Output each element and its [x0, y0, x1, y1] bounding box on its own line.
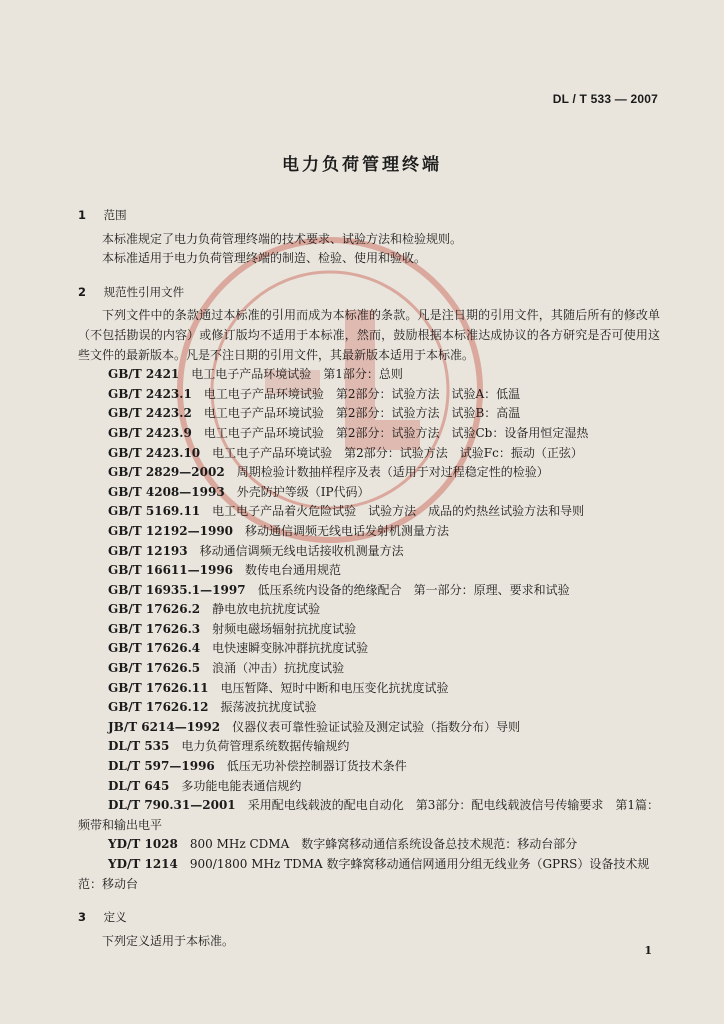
reference-code: GB/T 17626.3 — [108, 621, 201, 636]
reference-code: GB/T 17626.2 — [108, 602, 201, 617]
reference-code: GB/T 2421 — [108, 367, 180, 382]
reference-title: 多功能电能表通信规约 — [181, 778, 302, 793]
reference-title: 800 MHz CDMA 数字蜂窝移动通信系统设备总技术规范：移动台部分 — [189, 837, 578, 852]
section-number: 1 — [78, 208, 87, 222]
reference-title: 外壳防护等级（IP代码） — [236, 484, 370, 499]
reference-code: GB/T 2423.10 — [108, 445, 201, 460]
reference-code: GB/T 17626.4 — [108, 641, 201, 656]
reference-item — [78, 737, 660, 757]
reference-item — [78, 424, 660, 444]
reference-item — [78, 855, 660, 894]
reference-item — [78, 483, 660, 503]
reference-item — [78, 522, 660, 542]
reference-code: GB/T 2423.1 — [108, 386, 192, 401]
reference-code: YD/T 1214 — [108, 857, 178, 871]
reference-item — [78, 757, 660, 777]
reference-code: GB/T 4208—1993 — [108, 484, 225, 499]
reference-code: DL/T 790.31—2001 — [108, 798, 236, 813]
reference-code: GB/T 2829—2002 — [108, 465, 225, 480]
reference-title: 周期检验计数抽样程序及表（适用于对过程稳定性的检验） — [236, 465, 549, 480]
section-title: 范围 — [103, 208, 127, 222]
section-number: 3 — [78, 910, 87, 925]
reference-code: GB/T 16935.1—1997 — [108, 582, 246, 597]
section-number: 2 — [78, 284, 87, 299]
reference-code: GB/T 5169.11 — [108, 504, 201, 519]
scope-paragraph: 本标准适用于电力负荷管理终端的制造、检验、使用和验收。 — [102, 251, 427, 266]
reference-code: GB/T 12192—1990 — [108, 523, 234, 538]
reference-item — [78, 542, 660, 562]
reference-code: GB/T 12193 — [108, 543, 188, 558]
reference-item — [78, 385, 660, 405]
reference-code: GB/T 17626.11 — [108, 680, 209, 695]
reference-code: YD/T 1028 — [108, 837, 178, 852]
reference-code: GB/T 17626.12 — [108, 700, 209, 715]
reference-item — [78, 718, 660, 738]
reference-title: 数传电台通用规范 — [245, 563, 342, 578]
reference-item — [78, 600, 660, 620]
reference-item — [78, 502, 660, 522]
document-body — [78, 198, 660, 951]
reference-title: 移动通信调频无线电话发射机测量方法 — [245, 523, 450, 538]
reference-title: 电工电子产品着火危险试验 试验方法 成品的灼热丝试验方法和导则 — [212, 504, 585, 519]
section-heading-normative — [78, 283, 660, 303]
reference-title: 静电放电抗扰度试验 — [212, 602, 321, 617]
reference-item — [78, 698, 660, 718]
reference-code: GB/T 2423.2 — [108, 406, 192, 421]
reference-item — [78, 365, 660, 385]
reference-title: 电快速瞬变脉冲群抗扰度试验 — [212, 641, 369, 656]
reference-title: 射频电磁场辐射抗扰度试验 — [212, 621, 357, 636]
reference-title: 低压系统内设备的绝缘配合 第一部分：原理、要求和试验 — [257, 582, 570, 597]
scope-paragraph: 本标准规定了电力负荷管理终端的技术要求、试验方法和检验规则。 — [102, 231, 463, 246]
reference-code: GB/T 2423.9 — [108, 425, 192, 440]
reference-title: 采用配电线载波的配电自动化 第3部分：配电线载波信号传输要求 第1篇：频带和输出电平 — [78, 798, 659, 832]
reference-title: 900/1800 MHz TDMA 数字蜂窝移动通信网通用分组无线业务（GPRS）设备技术规范：移动台 — [78, 857, 650, 891]
reference-title: 电压暂降、短时中断和电压变化抗扰度试验 — [220, 680, 449, 695]
reference-item — [78, 444, 660, 464]
reference-list — [78, 365, 660, 894]
section-heading-definitions — [78, 908, 660, 928]
reference-item — [78, 796, 660, 835]
normative-intro: 下列文件中的条款通过本标准的引用而成为本标准的条款。凡是注日期的引用文件，其随后所有的修改单（不包括勘误的内容）或修订版均不适用于本标准，然而，鼓励根据本标准达成协议的各方研究是否可使用这些文件的最新版本。凡是不注日期的引用文件，其最新版本适用于本标准。 — [78, 308, 660, 362]
reference-item — [78, 463, 660, 483]
page-number: 1 — [644, 944, 652, 957]
reference-code: DL/T 645 — [108, 778, 170, 793]
reference-title: 仪器仪表可靠性验证试验及测定试验（指数分布）导则 — [232, 719, 521, 734]
reference-item — [78, 639, 660, 659]
reference-title: 移动通信调频无线电话接收机测量方法 — [199, 543, 404, 558]
reference-title: 电力负荷管理系统数据传输规约 — [181, 739, 350, 754]
section-heading-scope — [78, 206, 660, 226]
reference-code: GB/T 17626.5 — [108, 661, 201, 676]
reference-item — [78, 777, 660, 797]
page-title: 电力负荷管理终端 — [282, 155, 442, 175]
reference-code: GB/T 16611—1996 — [108, 563, 234, 578]
section-title: 规范性引用文件 — [103, 284, 185, 299]
reference-title: 低压无功补偿控制器订货技术条件 — [226, 759, 407, 774]
reference-title: 电工电子产品环境试验 第2部分：试验方法 试验Fc：振动（正弦） — [212, 445, 583, 460]
reference-item — [78, 835, 660, 855]
reference-title: 电工电子产品环境试验 第2部分：试验方法 试验A：低温 — [203, 386, 521, 401]
reference-title: 电工电子产品环境试验 第2部分：试验方法 试验Cb：设备用恒定湿热 — [203, 425, 589, 440]
reference-title: 电工电子产品环境试验 第1部分：总则 — [191, 367, 403, 382]
reference-item — [78, 679, 660, 699]
reference-item — [78, 561, 660, 581]
reference-code: DL/T 597—1996 — [108, 759, 215, 774]
reference-title: 浪涌（冲击）抗扰度试验 — [212, 661, 345, 676]
reference-item — [78, 581, 660, 601]
reference-item — [78, 659, 660, 679]
definitions-paragraph: 下列定义适用于本标准。 — [102, 933, 235, 948]
reference-title: 电工电子产品环境试验 第2部分：试验方法 试验B：高温 — [203, 406, 521, 421]
reference-item — [78, 620, 660, 640]
document-code: DL / T 533 — 2007 — [552, 92, 658, 106]
reference-item — [78, 404, 660, 424]
section-title: 定义 — [103, 910, 127, 925]
reference-code: DL/T 535 — [108, 739, 170, 754]
reference-title: 振荡波抗扰度试验 — [220, 700, 317, 715]
reference-code: JB/T 6214—1992 — [108, 719, 221, 734]
